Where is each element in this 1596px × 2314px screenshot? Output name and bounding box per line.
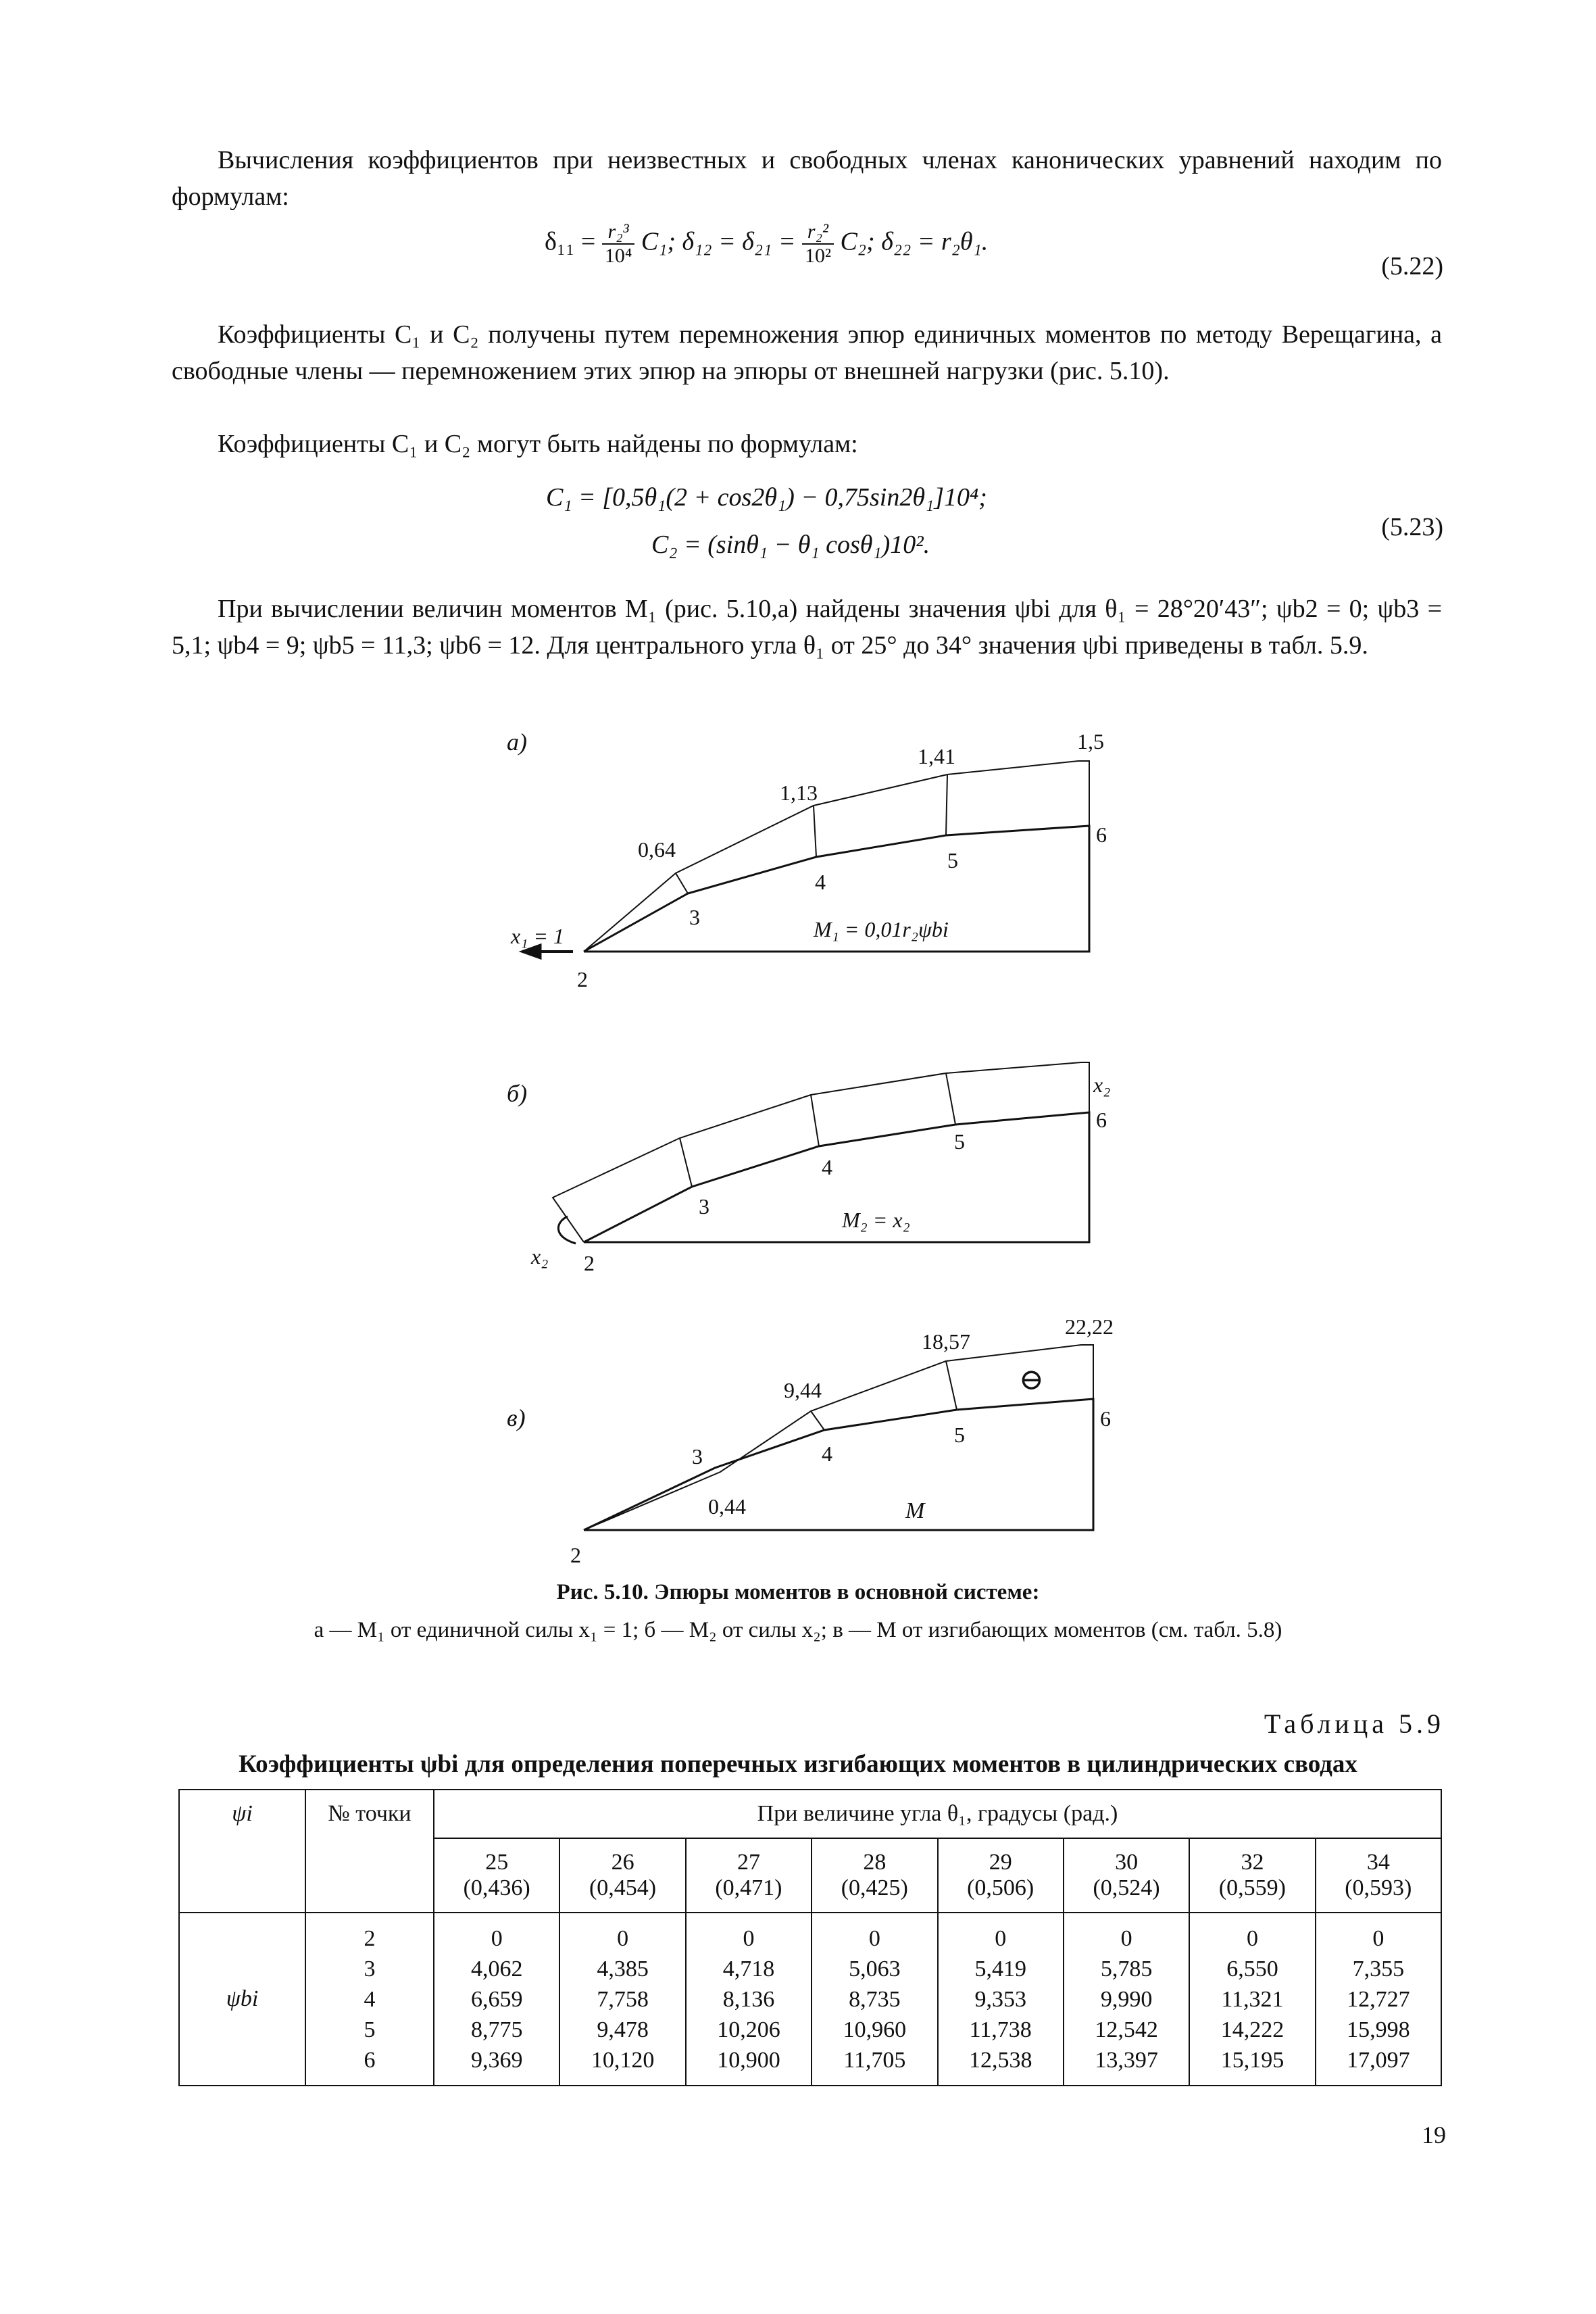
diagram-b [553, 1062, 1089, 1244]
eq-frac-1: $\frac{\text{r₂³}}{\text{10⁴}}$ [602, 220, 634, 268]
pt-b-4: 4 [822, 1155, 832, 1179]
values-cell: 0 4,062 6,659 8,775 9,369 [434, 1913, 559, 2086]
angle-cell: 32 (0,559) [1189, 1838, 1315, 1913]
pt-a-5: 5 [947, 848, 958, 872]
eq-frac-2: $\frac{\text{r₂²}}{\text{10²}}$ [802, 220, 834, 268]
val-c-3: 18,57 [922, 1329, 970, 1354]
angle-cell: 30 (0,524) [1064, 1838, 1189, 1913]
m-label: M [905, 1498, 925, 1523]
pt-a-4: 4 [815, 870, 826, 894]
angle-cell: 28 (0,425) [812, 1838, 937, 1913]
panel-a-letter: а) [507, 729, 527, 756]
eq-term-1: C₁; δ₁₂ = δ₂₁ = [641, 227, 796, 256]
pt-b-6: 6 [1096, 1108, 1107, 1132]
values-cell: 0 7,355 12,727 15,998 17,097 [1316, 1913, 1441, 2086]
page-number: 19 [1422, 2121, 1446, 2148]
paragraph-moments: При вычислении величин моментов M₁ (рис. 5.10,а) найдены значения ψbi для θ₁ = 28°20′43″; ψb2 = 0; ψb3 = 5,1; ψb4 = 9; ψb5 = 11,3; ψb6 = 12. Для центрального угла θ₁ от 25° до 34° значения ψbi приведены в табл. 5.9. [172, 595, 1442, 660]
header-point: № точки [305, 1790, 434, 1913]
row-label-psibi: ψbi [179, 1913, 305, 2086]
values-cell: 0 5,063 8,735 10,960 11,705 [812, 1913, 937, 2086]
x2-left-label: x₂ [531, 1244, 549, 1269]
m1-label: M₁ = 0,01r₂ψbi [814, 917, 949, 941]
pt-c-2: 2 [570, 1543, 581, 1567]
x1-label: x₁ = 1 [511, 924, 564, 948]
pt-c-5: 5 [954, 1423, 965, 1447]
paragraph-coefficients: Коэффициенты C₁ и C₂ получены путем перемножения эпюр единичных моментов по методу Верещагина, а свободные члены — перемножением этих эпюр на эпюры от внешней нагрузки (рис. 5.10). [172, 320, 1442, 385]
val-a-1: 0,64 [638, 837, 676, 862]
pt-c-6: 6 [1100, 1406, 1111, 1431]
eq-term-2: C₂; δ₂₂ = r₂θ₁. [840, 227, 989, 256]
pt-a-2: 2 [577, 967, 588, 991]
val-c-2: 9,44 [784, 1378, 822, 1402]
points-cell: 2 3 4 5 6 [305, 1913, 434, 2086]
minus-sign: ⊖ [1019, 1363, 1044, 1396]
figure-caption-title: Рис. 5.10. Эпюры моментов в основной системе: [556, 1580, 1040, 1604]
paragraph-intro: Вычисления коэффициентов при неизвестных и свободных членах канонических уравнений находим по формулам: [172, 146, 1442, 211]
val-c-4: 22,22 [1065, 1314, 1114, 1339]
angle-cell: 29 (0,506) [938, 1838, 1064, 1913]
pt-a-3: 3 [689, 905, 700, 929]
val-a-4: 1,5 [1077, 729, 1104, 754]
val-a-2: 1,13 [780, 781, 818, 805]
equation-5-23-line2: C₂ = (sinθ₁ − θ₁ cosθ₁)10². [651, 531, 930, 559]
val-c-1: 0,44 [708, 1494, 746, 1519]
pt-c-4: 4 [822, 1442, 832, 1466]
panel-b-letter: б) [507, 1080, 528, 1107]
equation-number-5-23: (5.23) [1381, 513, 1443, 541]
pt-b-3: 3 [699, 1194, 709, 1218]
values-cell: 0 5,785 9,990 12,542 13,397 [1064, 1913, 1189, 2086]
table-title: Коэффициенты ψbi для определения поперечных изгибающих моментов в цилиндрических сводах [239, 1750, 1357, 1778]
angle-cell: 27 (0,471) [686, 1838, 812, 1913]
values-cell: 0 5,419 9,353 11,738 12,538 [938, 1913, 1064, 2086]
m2-label: M₂ = x₂ [842, 1208, 910, 1232]
pt-c-3: 3 [692, 1444, 703, 1469]
eq-d11: δ₁₁ = [545, 227, 596, 256]
angle-cell: 34 (0,593) [1316, 1838, 1441, 1913]
equation-5-23-line1: C₁ = [0,5θ₁(2 + cos2θ₁) − 0,75sin2θ₁]10⁴; [546, 483, 987, 512]
panel-c-letter: в) [507, 1404, 526, 1431]
x2-right-label: x₂ [1093, 1073, 1111, 1097]
table-label: Таблица 5.9 [1264, 1708, 1445, 1739]
paragraph-formulas-intro: Коэффициенты C₁ и C₂ могут быть найдены по формулам: [218, 430, 858, 458]
header-angle: При величине угла θ₁, градусы (рад.) [434, 1790, 1441, 1838]
pt-a-6: 6 [1096, 822, 1107, 847]
val-a-3: 1,41 [918, 744, 955, 768]
angle-cell: 26 (0,454) [559, 1838, 685, 1913]
pt-b-5: 5 [954, 1129, 965, 1154]
figure-caption-text: а — M₁ от единичной силы x₁ = 1; б — M₂ от силы x₂; в — M от изгибающих моментов (см. табл. 5.8) [314, 1618, 1282, 1642]
values-cell: 0 4,718 8,136 10,206 10,900 [686, 1913, 812, 2086]
pt-b-2: 2 [584, 1251, 595, 1275]
diagram-c [584, 1345, 1093, 1530]
values-cell: 0 4,385 7,758 9,478 10,120 [559, 1913, 685, 2086]
equation-number-5-22: (5.22) [1381, 252, 1443, 280]
values-cell: 0 6,550 11,321 14,222 15,195 [1189, 1913, 1315, 2086]
table-row [179, 1913, 1441, 2086]
coefficients-table [178, 1789, 1442, 2086]
angle-cell: 25 (0,436) [434, 1838, 559, 1913]
header-psi: ψi [179, 1790, 305, 1913]
